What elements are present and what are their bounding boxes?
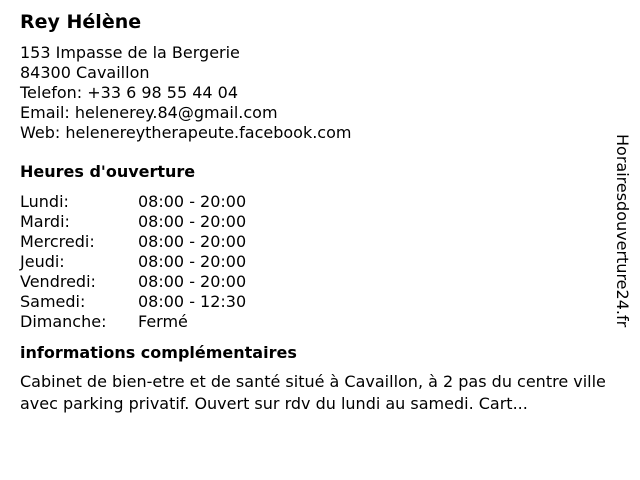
day-label: Jeudi:	[20, 252, 65, 271]
day-label: Lundi:	[20, 192, 69, 211]
day-label: Dimanche:	[20, 312, 107, 331]
time-value: 08:00 - 20:00	[138, 252, 247, 271]
business-name: Rey Hélène	[20, 11, 142, 33]
address-city: 84300 Cavaillon	[20, 63, 150, 82]
time-value: 08:00 - 20:00	[138, 272, 247, 291]
time-value: 08:00 - 12:30	[138, 292, 247, 311]
hours-row-monday	[20, 192, 620, 212]
opening-hours-table	[20, 192, 620, 332]
hours-heading: Heures d'ouverture	[20, 162, 196, 181]
hours-row-tuesday	[20, 212, 620, 232]
email-line: Email: helenerey.84@gmail.com	[20, 103, 278, 122]
phone-line: Telefon: +33 6 98 55 44 04	[20, 83, 239, 102]
business-card	[20, 9, 620, 415]
time-value: 08:00 - 20:00	[138, 212, 247, 231]
time-value: Fermé	[138, 312, 188, 331]
info-heading: informations complémentaires	[20, 343, 297, 362]
hours-row-wednesday	[20, 232, 620, 252]
address-street: 153 Impasse de la Bergerie	[20, 43, 240, 62]
hours-row-friday	[20, 272, 620, 292]
hours-row-saturday	[20, 292, 620, 312]
hours-row-sunday	[20, 312, 620, 332]
time-value: 08:00 - 20:00	[138, 192, 247, 211]
hours-row-thursday	[20, 252, 620, 272]
time-value: 08:00 - 20:00	[138, 232, 247, 251]
web-line: Web: helenereytherapeute.facebook.com	[20, 123, 352, 142]
site-watermark: Horairesdouverture24.fr	[613, 134, 632, 328]
day-label: Vendredi:	[20, 272, 96, 291]
day-label: Mercredi:	[20, 232, 95, 251]
info-description: Cabinet de bien-etre et de santé situé à Cavaillon, à 2 pas du centre ville avec parking privatif. Ouvert sur rdv du lundi au samedi. Cart...	[20, 372, 606, 413]
day-label: Samedi:	[20, 292, 86, 311]
day-label: Mardi:	[20, 212, 70, 231]
